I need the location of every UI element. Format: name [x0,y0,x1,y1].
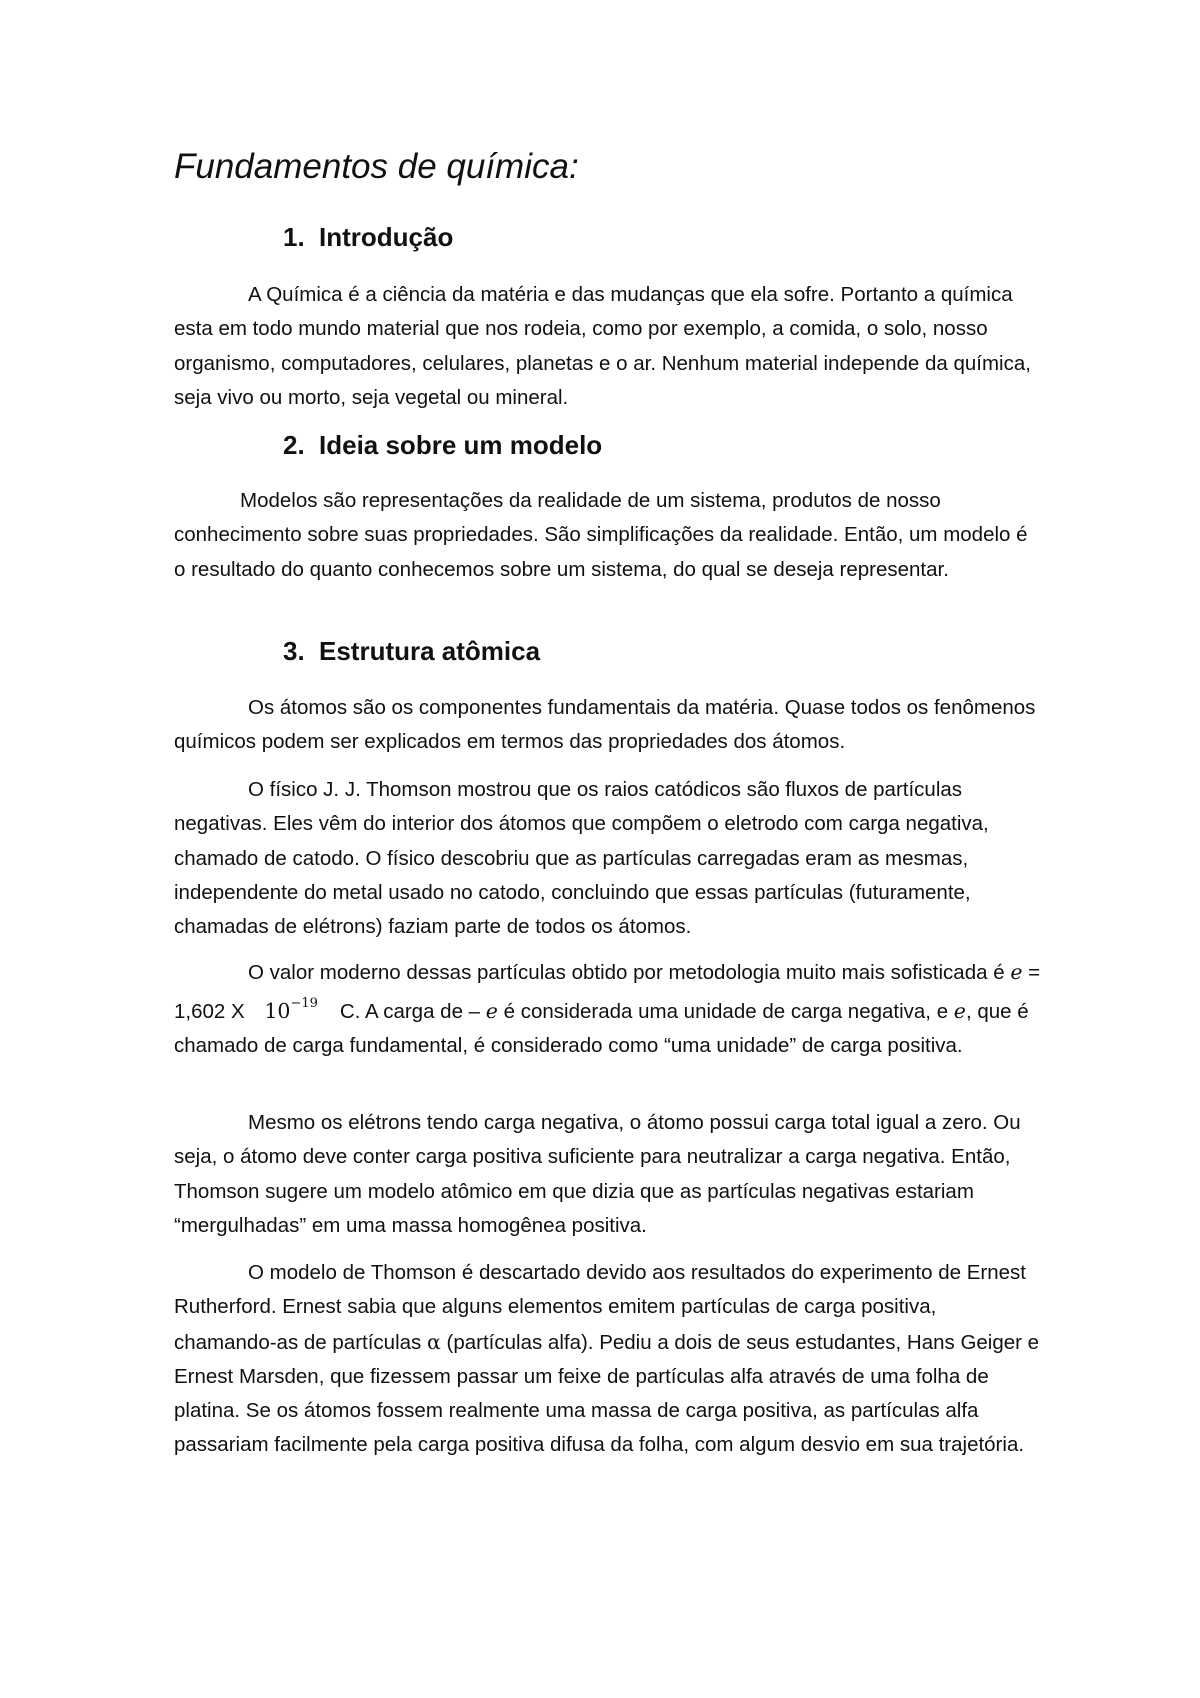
section-heading-introducao [283,222,453,253]
text-segment: C. A carga de – [339,1000,486,1024]
paragraph-carga-elementar [174,955,1044,1064]
charge-symbol: e [1010,960,1023,984]
text-segment: (partículas alfa). Pediu a dois de seus estudantes, Hans Geiger e Ernest Marsden, que fizessem passar um feixe de partículas alfa através de uma folha de platina. Se os átomos fossem realmente uma massa de carga positiva, as partículas alfa passariam facilmente pela carga positiva difusa da folha, com algum desvio em sua trajetória. [174,1330,1040,1457]
charge-symbol: e [953,999,966,1024]
power-of-ten [264,996,318,1024]
text-segment: , que é chamado de carga fundamental, é considerado como “uma unidade” de carga positiva. [174,1000,1029,1058]
paragraph-modelo: Modelos são representações da realidade de um sistema, produtos de nosso conhecimento sobre suas propriedades. São simplificações da realidade. Então, um modelo é o resultado do quanto conhecemos sobre um sistema, do qual se deseja representar. [174,489,1028,581]
power-base: 10 [264,999,291,1024]
charge-symbol: e [485,999,498,1024]
paragraph-atomos: Os átomos são os componentes fundamentais da matéria. Quase todos os fenômenos químicos podem ser explicados em termos das propriedades dos átomos. [174,696,1036,754]
section-title: Introdução [319,222,454,252]
paragraph-introducao: A Química é a ciência da matéria e das mudanças que ela sofre. Portanto a química esta em todo mundo material que nos rodeia, como por exemplo, a comida, o solo, nosso organismo, computadores, celulares, planetas e o ar. Nenhum material independe da química, seja vivo ou morto, seja vegetal ou mineral. [174,283,1031,409]
section-title: Estrutura atômica [319,636,541,666]
text-segment: O modelo de Thomson é descartado devido aos resultados do experimento de Ernest Rutherford. Ernest sabia que alguns elementos emitem partículas de carga positiva, chamando-as de partículas [174,1261,1026,1354]
paragraph-thomson: O físico J. J. Thomson mostrou que os raios catódicos são fluxos de partículas negativas. Eles vêm do interior dos átomos que compõem o eletrodo com carga negativa, chamado de catodo. O físico descobriu que as partículas carregadas eram as mesmas, independente do metal usado no catodo, concluindo que essas partículas (futuramente, chamadas de elétrons) faziam parte de todos os átomos. [174,778,989,939]
section-title: Ideia sobre um modelo [319,430,603,460]
section-number: 3. [283,636,305,666]
text-segment: é considerada uma unidade de carga negativa, e [497,1000,954,1024]
alpha-symbol: α [426,1329,441,1354]
section-number: 1. [283,222,305,252]
text-segment: O valor moderno dessas partículas obtido por metodologia muito mais sofisticada é [248,961,1011,984]
paragraph-carga-total: Mesmo os elétrons tendo carga negativa, o átomo possui carga total igual a zero. Ou seja, o átomo deve conter carga positiva suficiente para neutralizar a carga negativa. Então, Thomson sugere um modelo atômico em que dizia que as partículas negativas estariam “mergulhadas” em uma massa homogênea positiva. [174,1111,1021,1237]
power-exponent: −19 [290,996,318,1012]
section-number: 2. [283,430,305,460]
paragraph-rutherford [174,1256,1044,1463]
document-title: Fundamentos de química: [174,147,579,186]
text-segment: = 1,602 X [174,961,1041,1024]
section-heading-modelo [283,430,602,461]
section-heading-estrutura [283,636,540,667]
